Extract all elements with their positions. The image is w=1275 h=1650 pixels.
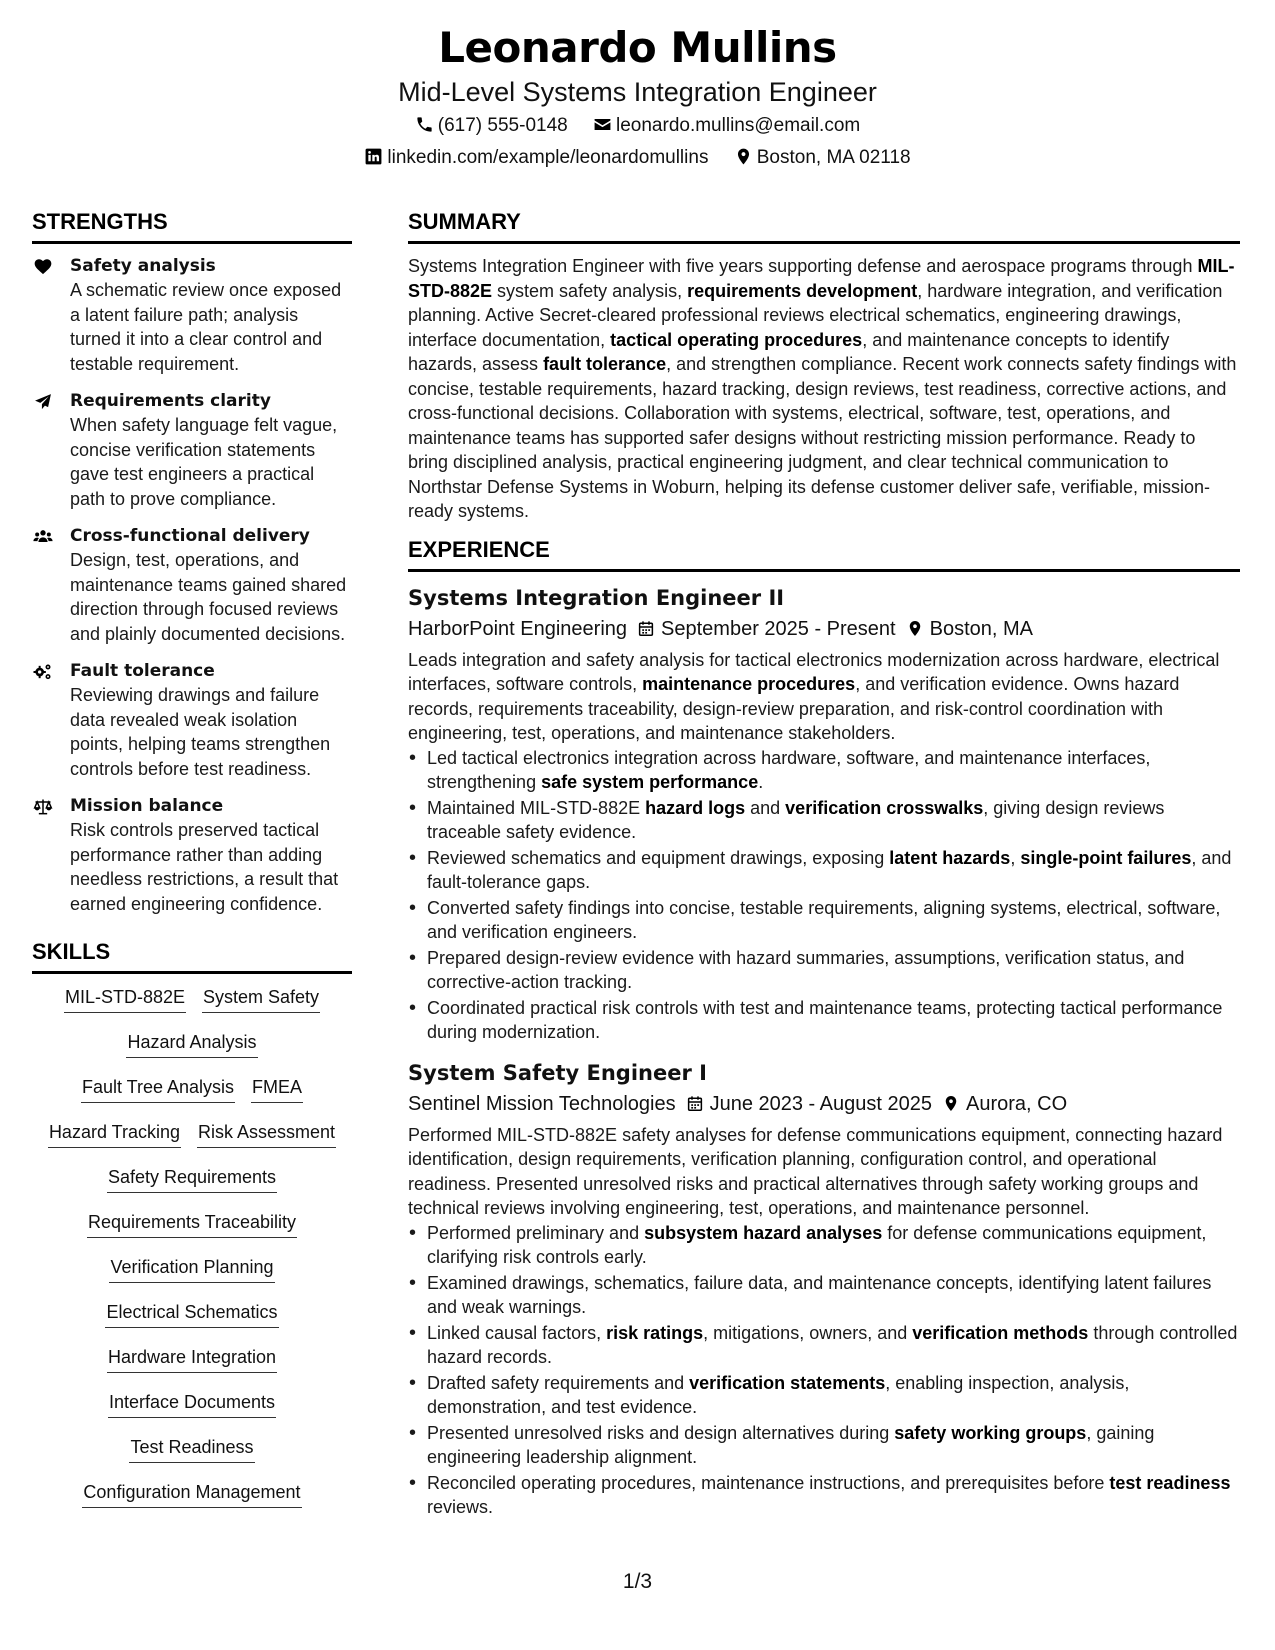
experience-list — [408, 582, 1240, 1520]
emphasis-text: fault tolerance — [543, 354, 667, 374]
skill-tag: Configuration Management — [82, 1479, 301, 1508]
job-dates: September 2025 - Present — [637, 614, 896, 644]
scale-icon — [32, 797, 54, 817]
location-text: Boston, MA 02118 — [756, 147, 911, 168]
map-pin-icon — [734, 147, 753, 166]
strength-description: When safety language felt vague, concise verification statements gave test engineers a practical path to prove compliance. — [70, 415, 338, 509]
bullet-item: • Converted safety findings into concise, testable requirements, aligning systems, electrical, software, and verification engineers. — [408, 896, 1240, 945]
skill-tag: Test Readiness — [129, 1434, 254, 1463]
job-title: Systems Integration Engineer II — [408, 585, 785, 610]
bullet-item: • Led tactical electronics integration across hardware, software, and maintenance interfaces, strengthening safe system performance. — [408, 746, 1240, 795]
strength-description: A schematic review once exposed a latent failure path; analysis turned it into a clear control and testable requirement. — [70, 280, 342, 374]
skill-row — [32, 1074, 352, 1119]
skill-row — [32, 1209, 352, 1254]
strength-title: Mission balance — [70, 796, 224, 816]
phone-icon — [415, 115, 434, 134]
emphasis-text: verification methods — [912, 1322, 1089, 1343]
strength-item — [32, 524, 352, 646]
emphasis-text: verification crosswalks — [785, 797, 984, 818]
skill-row — [32, 1434, 352, 1479]
bullet-item: • Maintained MIL-STD-882E hazard logs and verification crosswalks, giving design reviews traceable safety evidence. — [408, 796, 1240, 845]
job-location: Boston, MA — [906, 614, 1033, 644]
skill-row — [32, 1254, 352, 1299]
users-icon — [32, 527, 54, 547]
skill-tag: FMEA — [251, 1074, 303, 1103]
emphasis-text: tactical operating procedures — [610, 329, 863, 350]
skill-row — [32, 1119, 352, 1164]
skill-tag: Hardware Integration — [107, 1344, 277, 1373]
job-description: Performed MIL-STD-882E safety analyses for defense communications equipment, connecting hazard identification, design requirements, verification planning, configuration control, and operational readiness. Presented unresolved risks and practical alternatives through safety working groups and technical reviews involving engineering, test, operations, and maintenance personnel. — [408, 1124, 1223, 1218]
skills-section — [32, 938, 352, 1524]
email-text: leonardo.mullins@email.com — [616, 115, 861, 136]
skill-row — [32, 1344, 352, 1389]
sidebar — [32, 208, 352, 1524]
linkedin-text: linkedin.com/example/leonardomullins — [387, 147, 709, 168]
summary-heading: SUMMARY — [408, 208, 1240, 244]
job-dates: June 2023 - August 2025 — [686, 1089, 932, 1119]
job-location: Aurora, CO — [942, 1089, 1067, 1119]
emphasis-text: requirements development — [687, 280, 918, 301]
contact-row-1 — [0, 110, 1275, 142]
job-meta — [408, 1089, 1240, 1119]
candidate-title: Mid-Level Systems Integration Engineer — [398, 77, 877, 107]
emphasis-text: subsystem hazard analyses — [644, 1222, 883, 1243]
phone-text: (617) 555-0148 — [437, 115, 568, 136]
skill-tag: Requirements Traceability — [87, 1209, 297, 1238]
job-description: Leads integration and safety analysis for tactical electronics modernization across hardware, electrical interfaces, software controls, maintenance procedures, and verification evidence. Owns hazard records, requirements traceability, design-review preparation, and risk-control coordination with engineering, test, operations, and maintenance stakeholders. — [408, 649, 1220, 743]
strength-item — [32, 659, 352, 781]
linkedin-icon — [364, 147, 383, 166]
linkedin-contact[interactable] — [364, 142, 708, 174]
resume-header — [0, 22, 1275, 174]
bullet-item: • Coordinated practical risk controls with test and maintenance teams, protecting tactical performance during modernization. — [408, 996, 1240, 1045]
bullet-item: • Prepared design-review evidence with hazard summaries, assumptions, verification status, and corrective-action tracking. — [408, 946, 1240, 995]
map-pin-icon — [942, 1094, 960, 1113]
emphasis-text: risk ratings — [606, 1322, 704, 1343]
emphasis-text: hazard logs — [645, 797, 746, 818]
contact-row-2 — [0, 142, 1275, 174]
skills-list — [32, 984, 352, 1524]
strength-description: Reviewing drawings and failure data revealed weak isolation points, helping teams strengthen controls before test readiness. — [70, 685, 331, 779]
emphasis-text: maintenance procedures — [642, 674, 856, 694]
skills-heading: SKILLS — [32, 938, 352, 974]
paper-plane-icon — [32, 392, 54, 412]
job-meta — [408, 614, 1240, 644]
calendar-icon — [686, 1094, 704, 1113]
strength-description: Design, test, operations, and maintenance teams gained shared direction through focused reviews and plainly documented decisions. — [70, 550, 347, 644]
strength-description: Risk controls preserved tactical performance rather than adding needless restrictions, a result that earned engineering confidence. — [70, 820, 339, 914]
emphasis-text: latent hazards — [889, 847, 1011, 868]
skill-tag: MIL-STD-882E — [64, 984, 186, 1013]
skill-tag: Fault Tree Analysis — [81, 1074, 235, 1103]
emphasis-text: safety working groups — [894, 1422, 1087, 1443]
main-column — [408, 208, 1240, 1532]
skill-tag: Verification Planning — [109, 1254, 274, 1283]
strength-title: Requirements clarity — [70, 391, 271, 411]
experience-entry — [408, 582, 1240, 1045]
page-number: 1/3 — [622, 1570, 653, 1593]
skill-row — [32, 1479, 352, 1524]
email-contact[interactable] — [593, 110, 860, 142]
experience-heading: EXPERIENCE — [408, 536, 1240, 572]
skill-tag: Safety Requirements — [107, 1164, 277, 1193]
gears-icon — [32, 662, 54, 682]
skill-row — [32, 1389, 352, 1434]
strengths-list — [32, 254, 352, 916]
emphasis-text: MIL-STD-882E — [408, 256, 1235, 301]
envelope-icon — [593, 115, 612, 134]
phone-contact[interactable] — [415, 110, 568, 142]
strength-item — [32, 254, 352, 376]
map-pin-icon — [906, 619, 924, 638]
strength-title: Cross-functional delivery — [70, 526, 310, 546]
bullet-item: • Performed preliminary and subsystem hazard analyses for defense communications equipment, clarifying risk controls early. — [408, 1221, 1240, 1270]
bullet-item: • Presented unresolved risks and design alternatives during safety working groups, gaining engineering leadership alignment. — [408, 1421, 1240, 1470]
skill-row — [32, 984, 352, 1029]
emphasis-text: single-point failures — [1020, 847, 1192, 868]
skill-tag: Risk Assessment — [197, 1119, 336, 1148]
skill-tag: System Safety — [202, 984, 320, 1013]
company-name: HarborPoint Engineering — [408, 617, 628, 640]
skill-tag: Electrical Schematics — [105, 1299, 278, 1328]
skill-tag: Interface Documents — [108, 1389, 276, 1418]
job-bullets — [408, 1221, 1240, 1520]
experience-entry — [408, 1057, 1240, 1520]
strength-title: Safety analysis — [70, 256, 216, 276]
emphasis-text: safe system performance — [541, 772, 759, 792]
job-bullets — [408, 746, 1240, 1045]
skill-row — [32, 1164, 352, 1209]
strength-item — [32, 389, 352, 511]
skill-tag: Hazard Analysis — [126, 1029, 257, 1058]
heart-icon — [32, 257, 54, 277]
skill-row — [32, 1299, 352, 1344]
bullet-item: • Drafted safety requirements and verification statements, enabling inspection, analysis, demonstration, and test evidence. — [408, 1371, 1240, 1420]
bullet-item: • Linked causal factors, risk ratings, mitigations, owners, and verification methods through controlled hazard records. — [408, 1321, 1240, 1370]
strength-item — [32, 794, 352, 916]
job-title: System Safety Engineer I — [408, 1060, 707, 1085]
company-name: Sentinel Mission Technologies — [408, 1092, 676, 1115]
location-contact — [734, 142, 911, 174]
summary-text: Systems Integration Engineer with five years supporting defense and aerospace programs through MIL-STD-882E system safety analysis, requirements development, hardware integration, and verification planning. Active Secret-cleared professional reviews electrical schematics, engineering drawings, interface documentation, tactical operating procedures, and maintenance concepts to identify hazards, assess fault tolerance, and strengthen compliance. Recent work connects safety findings with concise, testable requirements, hazard tracking, design reviews, test readiness, corrective actions, and cross-functional decisions. Collaboration with systems, electrical, software, test, operations, and maintenance teams has supported safer designs without restricting mission performance. Ready to bring disciplined analysis, practical engineering judgment, and clear technical communication to Northstar Defense Systems in Woburn, helping its defense customer deliver safe, verifiable, mission-ready systems. — [408, 256, 1237, 521]
calendar-icon — [637, 619, 655, 638]
emphasis-text: verification statements — [689, 1372, 886, 1393]
strengths-heading: STRENGTHS — [32, 208, 352, 244]
skill-tag: Hazard Tracking — [48, 1119, 181, 1148]
bullet-item: • Reconciled operating procedures, maintenance instructions, and prerequisites before test readiness reviews. — [408, 1471, 1240, 1520]
skill-row — [32, 1029, 352, 1074]
candidate-name: Leonardo Mullins — [438, 23, 837, 72]
strength-title: Fault tolerance — [70, 661, 215, 681]
bullet-item: • Examined drawings, schematics, failure data, and maintenance concepts, identifying latent failures and weak warnings. — [408, 1271, 1240, 1320]
emphasis-text: test readiness — [1109, 1472, 1231, 1493]
bullet-item: • Reviewed schematics and equipment drawings, exposing latent hazards, single-point failures, and fault-tolerance gaps. — [408, 846, 1240, 895]
